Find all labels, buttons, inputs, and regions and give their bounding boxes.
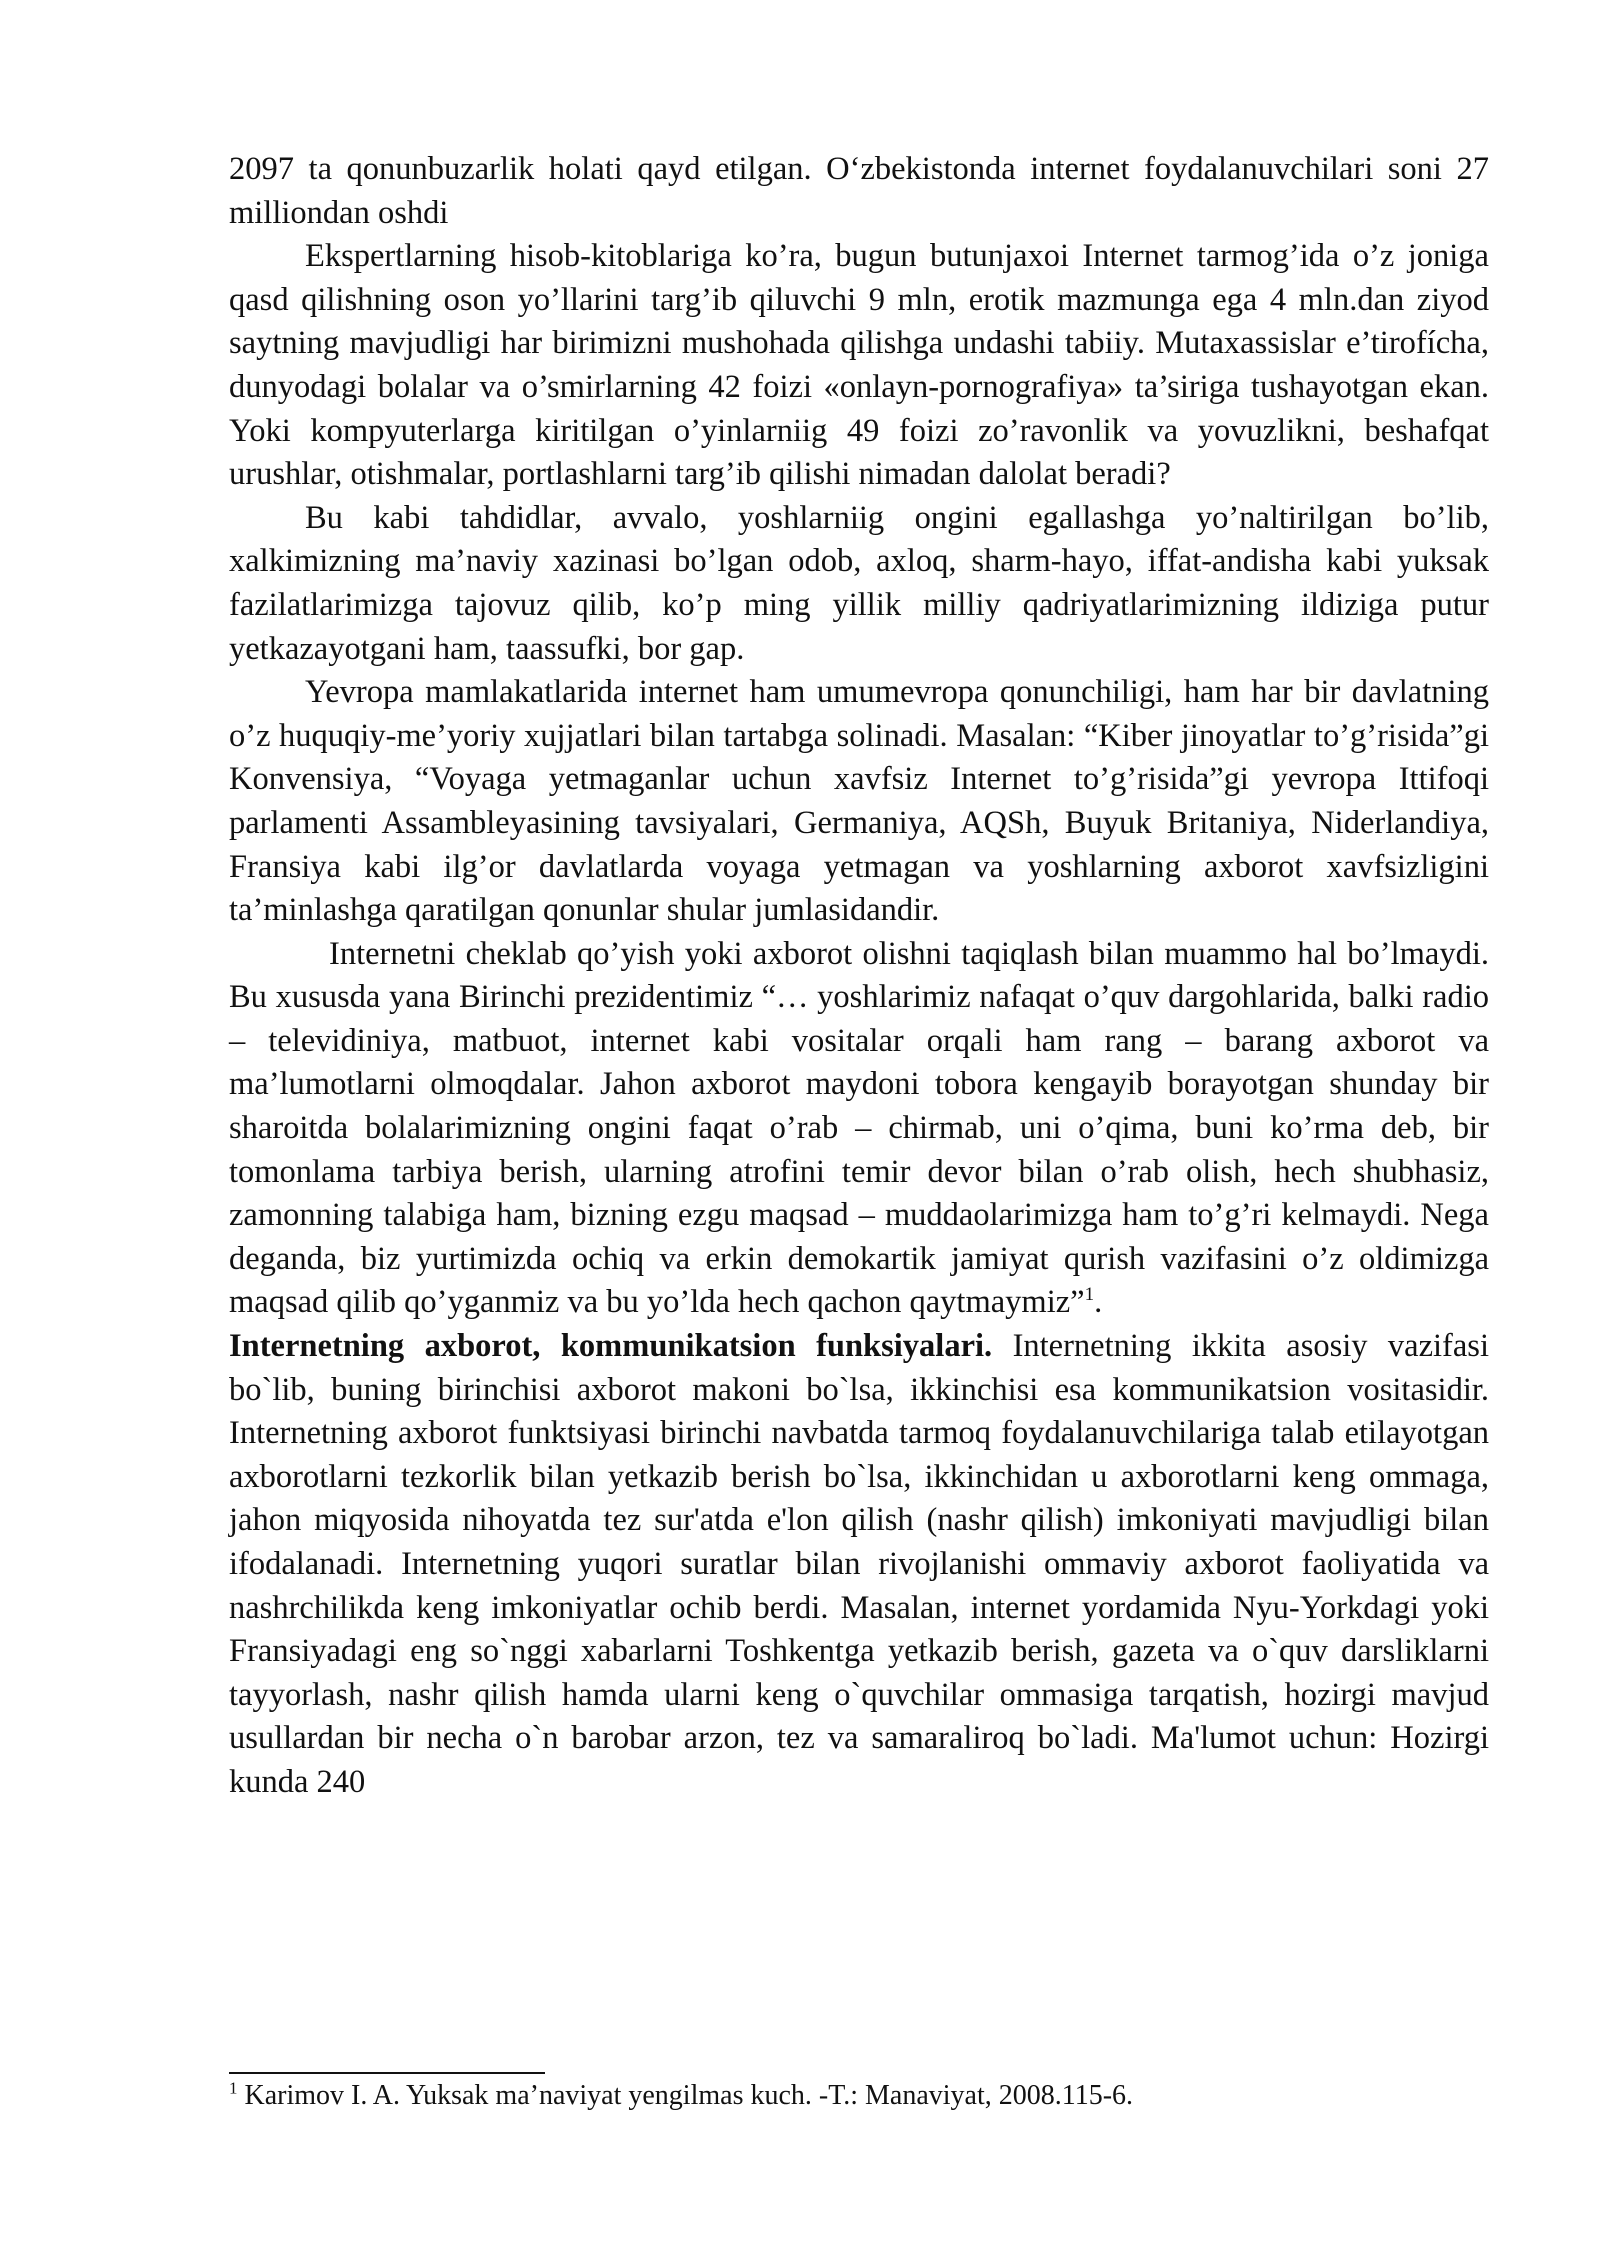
paragraph-4: Yevropa mamlakatlarida internet ham umumevropa qonunchiligi, ham har bir davlatning o’z huquqiy-me’yoriy xujjatlari bilan tartabga solinadi. Masalan: “Kiber jinoyatlar to’g’risida”gi Konvensiya, “Voyaga yetmaganlar uchun xavfsiz Internet to’g’risida”gi yevropa Ittifoqi parlamenti Assambleyasining tavsiyalari, Germaniya, AQSh, Buyuk Britaniya, Niderlandiya, Fransiya kabi ilg’or davlatlarda voyaga yetmagan va yoshlarning axborot xavfsizligini ta’minlashga qaratilgan qonunlar shular jumlasidandir. bbox=[229, 674, 1489, 929]
footnote-reference: 1 bbox=[1084, 1284, 1095, 1306]
section-text: Internetning ikkita asosiy vazifasi bo`lib, buning birinchisi axborot makoni bo`lsa, ikkinchisi esa kommunikatsion vositasidir. Internetning axborot funktsiyasi birinchi navbatda tarmoq foydalanuvchilariga talab etilayotgan axborotlarni tezkorlik bilan yetkazib berish bo`lsa, ikkinchidan u axborotlarni keng ommaga, jahon miqyosida nihoyatda tez sur'atda e'lon qilish (nashr qilish) imkoniyati mavjudligi bilan ifodalanadi. Internetning yuqori suratlar bilan rivojlanishi ommaviy axborot faoliyatida va nashrchilikda keng imkoniyatlar ochib berdi. Masalan, internet yordamida Nyu-Yorkdagi yoki Fransiyadagi eng so`nggi xabarlarni Toshkentga yetkazib berish, gazeta va o`quv darsliklarni tayyorlash, nashr qilish hamda ularni keng o`quvchilar ommasiga tarqatish, hozirgi mavjud usullardan bir necha o`n barobar arzon, tez va samaraliroq bo`ladi. Ma'lumot uchun: Hozirgi kunda 240 bbox=[229, 1328, 1489, 1800]
paragraph-5: Internetni cheklab qo’yish yoki axborot olishni taqiqlash bilan muammo hal bo’lmaydi. Bu xususda yana Birinchi prezidentimiz “… yoshlarimiz nafaqat o’quv dargohlarida, balki radio – televidiniya, matbuot, internet kabi vositalar orqali ham rang – barang axborot va ma’lumotlarni olmoqdalar. Jahon axborot maydoni tobora kengayib borayotgan shunday bir sharoitda bolalarimizning ongini faqat o’rab – chirmab, uni o’qima, buni ko’rma deb, bir tomonlama tarbiya berish, ularning atrofini temir devor bilan o’rab olish, hech shubhasiz, zamonning talabiga ham, bizning ezgu maqsad – muddaolarimizga ham to’g’ri kelmaydi. Nega deganda, biz yurtimizda ochiq va erkin demokartik jamiyat qurish vazifasini o’z oldimizga maqsad qilib qo’yganmiz va bu yo’lda hech qachon qaytmaymiz”$^1$. bbox=[229, 935, 1489, 1321]
footnote-divider bbox=[229, 2072, 545, 2074]
paragraph-1: 2097 ta qonunbuzarlik holati qayd etilgan. O‘zbekistonda internet foydalanuvchilari soni 27 milliondan oshdi bbox=[229, 151, 1489, 231]
document-page bbox=[229, 148, 1489, 1805]
paragraph-2: Ekspertlarning hisob-kitoblariga ko’ra, bugun butunjaxoi Internet tarmog’ida o’z joniga qasd qilishning oson yo’llarini targ’ib qiluvchi 9 mln, erotik mazmunga ega 4 mln.dan ziyod saytning mavjudligi har birimizni mushohada qilishga undashi tabiiy. Mutaxassislar e’tirofícha, dunyodagi bolalar va o’smirlarning 42 foizi «onlayn-pornografiya» ta’siriga tushayotgan ekan. Yoki kompyuterlarga kiritilgan o’yinlarniig 49 foizi zo’ravonlik va yovuzlikni, beshafqat urushlar, otishmalar, portlashlarni targ’ib qilishi nimadan dalolat beradi? bbox=[229, 238, 1489, 493]
footnote-marker: 1 bbox=[229, 2078, 238, 2098]
paragraph-3: Bu kabi tahdidlar, avvalo, yoshlarniig ongini egallashga yo’naltirilgan bo’lib, xalkimizning ma’naviy xazinasi bo’lgan odob, axloq, sharm-hayo, iffat-andisha kabi yuksak fazilatlarimizga tajovuz qilib, ko’p ming yillik milliy qadriyatlarimizning ildiziga putur yetkazayotgani ham, taassufki, bor gap. bbox=[229, 499, 1489, 667]
footnote bbox=[229, 2078, 1489, 2114]
footnote-text: Karimov I. A. Yuksak ma’naviyat yengilmas kuch. -T.: Manaviyat, 2008.115-6. bbox=[237, 2080, 1134, 2111]
section-heading: Internetning axborot, kommunikatsion funksiyalari. bbox=[229, 1328, 993, 1365]
paragraph-5-text: Internetni cheklab qo’yish yoki axborot olishni taqiqlash bilan muammo hal bo’lmaydi. Bu xususda yana Birinchi prezidentimiz “… yoshlarimiz nafaqat o’quv dargohlarida, balki radio – televidiniya, matbuot, internet kabi vositalar orqali ham rang – barang axborot va ma’lumotlarni olmoqdalar. Jahon axborot maydoni tobora kengayib borayotgan shunday bir sharoitda bolalarimizning ongini faqat o’rab – chirmab, uni o’qima, buni ko’rma deb, bir tomonlama tarbiya berish, ularning atrofini temir devor bilan o’rab olish, hech shubhasiz, zamonning talabiga ham, bizning ezgu maqsad – muddaolarimizga ham to’g’ri kelmaydi. Nega deganda, biz yurtimizda ochiq va erkin demokartik jamiyat qurish vazifasini o’z oldimizga maqsad qilib qo’yganmiz va bu yo’lda hech qachon qaytmaymiz” bbox=[229, 935, 1489, 1321]
section-paragraph bbox=[229, 1325, 1489, 1805]
